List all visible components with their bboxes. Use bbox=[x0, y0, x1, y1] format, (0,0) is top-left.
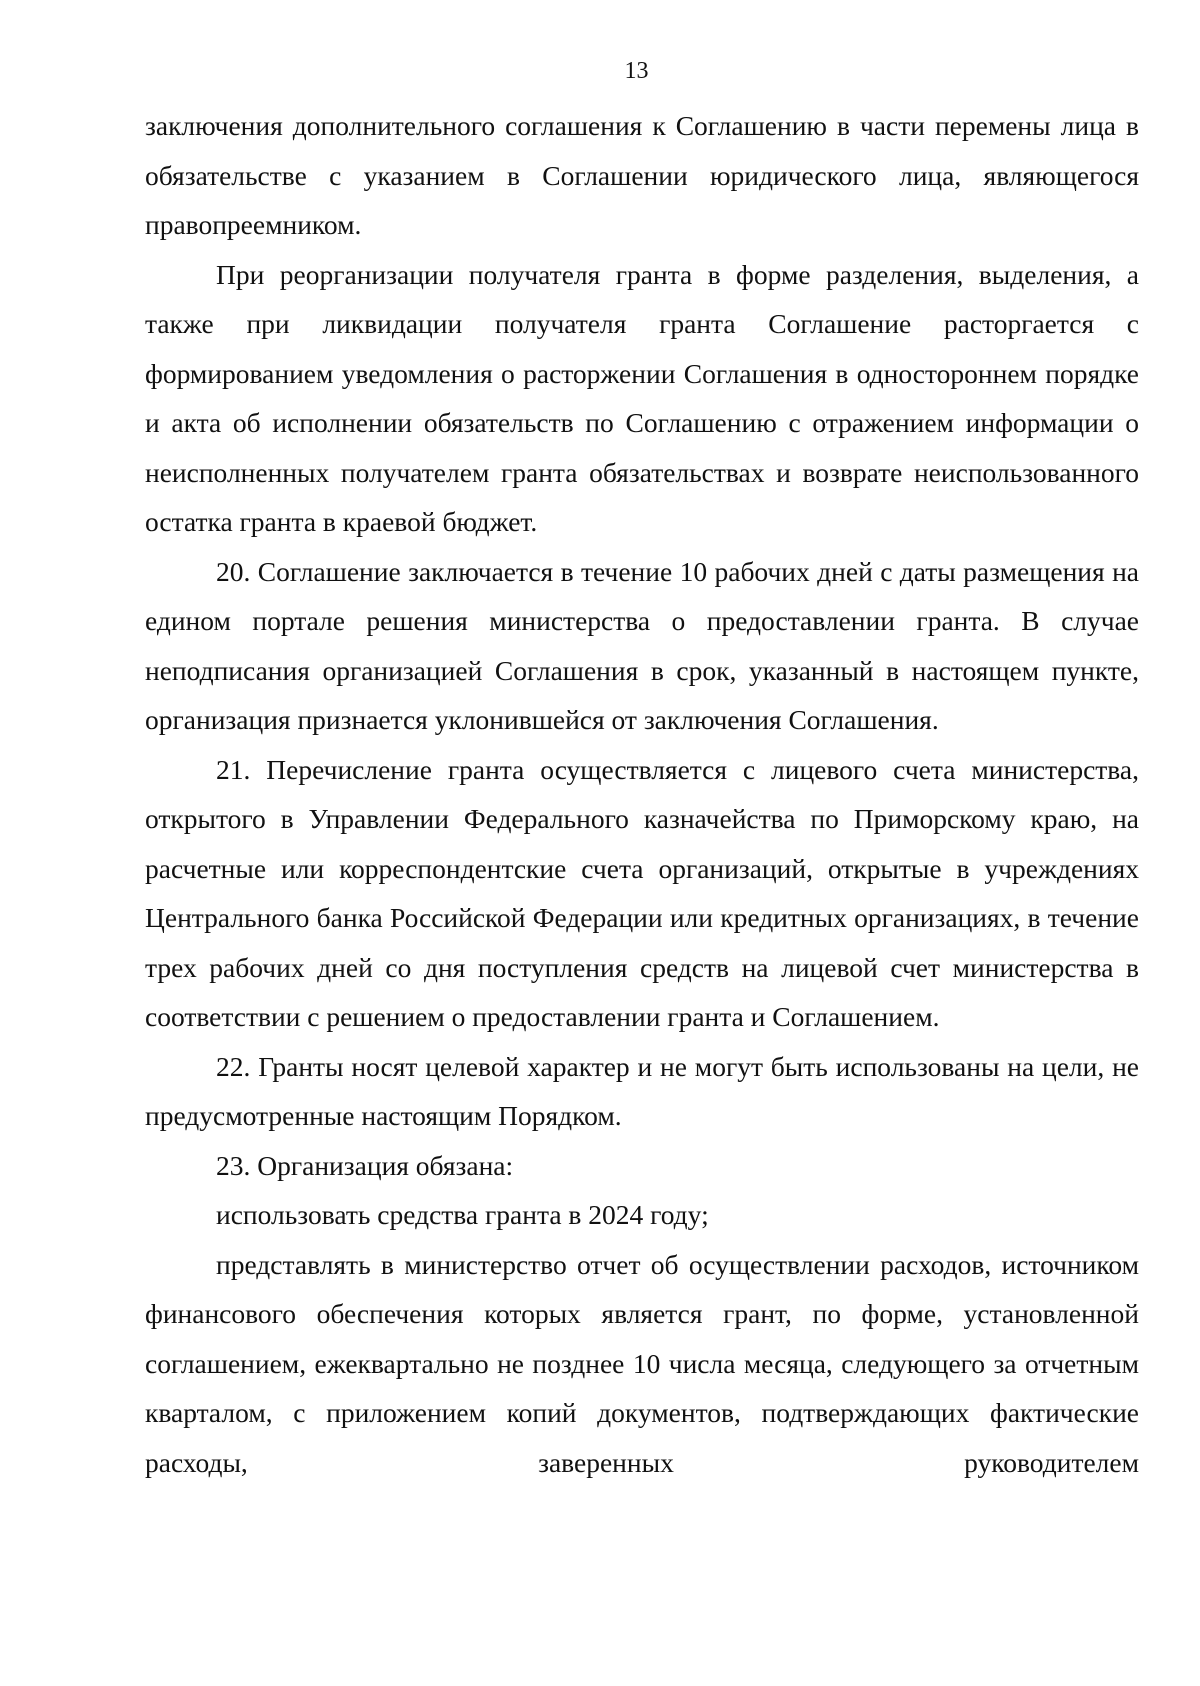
paragraph-item-21: 21. Перечисление гранта осуществляется с лицевого счета министерства, открытого в Управлении Федерального казначейства по Приморскому краю, на расчетные или корреспондентские счета организаций, открытые в учреждениях Центрального банка Российской Федерации или кредитных организациях, в течение трех рабочих дней со дня поступления средств на лицевой счет министерства в соответствии с решением о предоставлении гранта и Соглашением. bbox=[145, 753, 1139, 1032]
paragraph-reorganization: При реорганизации получателя гранта в форме разделения, выделения, а также при ликвидации получателя гранта Соглашение расторгается с формированием уведомления о расторжении Соглашения в одностороннем порядке и акта об исполнении обязательств по Соглашению с отражением информации о неисполненных получателем гранта обязательствах и возврате неиспользованного остатка гранта в краевой бюджет. bbox=[145, 258, 1139, 537]
page-number: 13 bbox=[624, 58, 649, 84]
paragraph-use-funds: использовать средства гранта в 2024 году; bbox=[216, 1199, 709, 1230]
paragraph-continuation: заключения дополнительного соглашения к Соглашению в части перемены лица в обязательстве с указанием в Соглашении юридического лица, являющегося правопреемником. bbox=[145, 110, 1139, 240]
paragraph-item-20: 20. Соглашение заключается в течение 10 рабочих дней с даты размещения на едином портале решения министерства о предоставлении гранта. В случае неподписания организацией Соглашения в срок, указанный в настоящем пункте, организация признается уклонившейся от заключения Соглашения. bbox=[145, 555, 1139, 735]
paragraph-item-23: 23. Организация обязана: bbox=[216, 1149, 514, 1181]
document-body bbox=[145, 101, 1139, 1487]
paragraph-report: представлять в министерство отчет об осуществлении расходов, источником финансового обеспечения которых является грант, по форме, установленной соглашением, ежеквартально не позднее 10 числа месяца, следующего за отчетным кварталом, с приложением копий документов, подтверждающих фактические расходы, заверенных руководителем bbox=[145, 1248, 1139, 1478]
paragraph-item-22: 22. Гранты носят целевой характер и не могут быть использованы на цели, не предусмотренные настоящим Порядком. bbox=[145, 1050, 1139, 1131]
